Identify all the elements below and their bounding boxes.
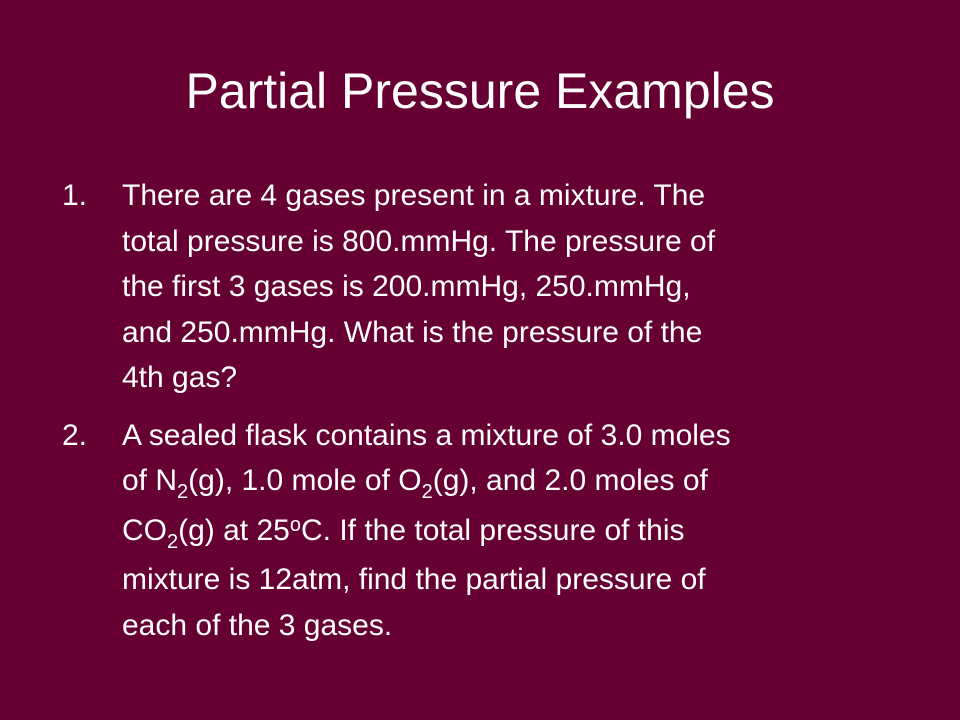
problem-line: There are 4 gases present in a mixture. The [122,179,706,212]
problem-list [0,173,960,648]
problem-item-1 [0,173,960,401]
subscript: 2 [177,481,189,503]
text-run: (g), 1.0 mole of O [188,464,422,497]
text-run: A sealed flask contains a mixture of 3.0 moles [122,418,731,452]
subscript: 2 [167,530,179,553]
superscript: o [289,513,301,536]
subscript: 2 [421,481,433,503]
problem-line [122,413,960,459]
problem-line: and 250.mmHg. What is the pressure of the [122,315,703,349]
problem-line [122,603,960,649]
problem-number: 1. [62,179,88,212]
problem-item-2 [0,413,960,649]
text-run: (g) at 25 [178,513,290,547]
problem-number: 2. [62,418,88,452]
text-run: mixture is 12atm, find the partial pressure of [122,563,706,596]
text-run: C. If the total pressure of this [300,513,685,547]
problem-line [122,557,960,603]
problem-line [122,508,960,558]
problem-line: the first 3 gases is 200.mmHg, 250.mmHg, [122,270,691,303]
text-run: each of the 3 gases. [122,608,393,642]
text-run: (g), and 2.0 moles of [432,464,708,497]
text-run: of N [122,464,178,497]
slide-title: Partial Pressure Examples [185,63,775,119]
problem-line: 4th gas? [122,361,238,394]
problem-line [122,458,960,508]
text-run: CO [122,513,167,547]
problem-line: total pressure is 800.mmHg. The pressure of [122,224,716,258]
